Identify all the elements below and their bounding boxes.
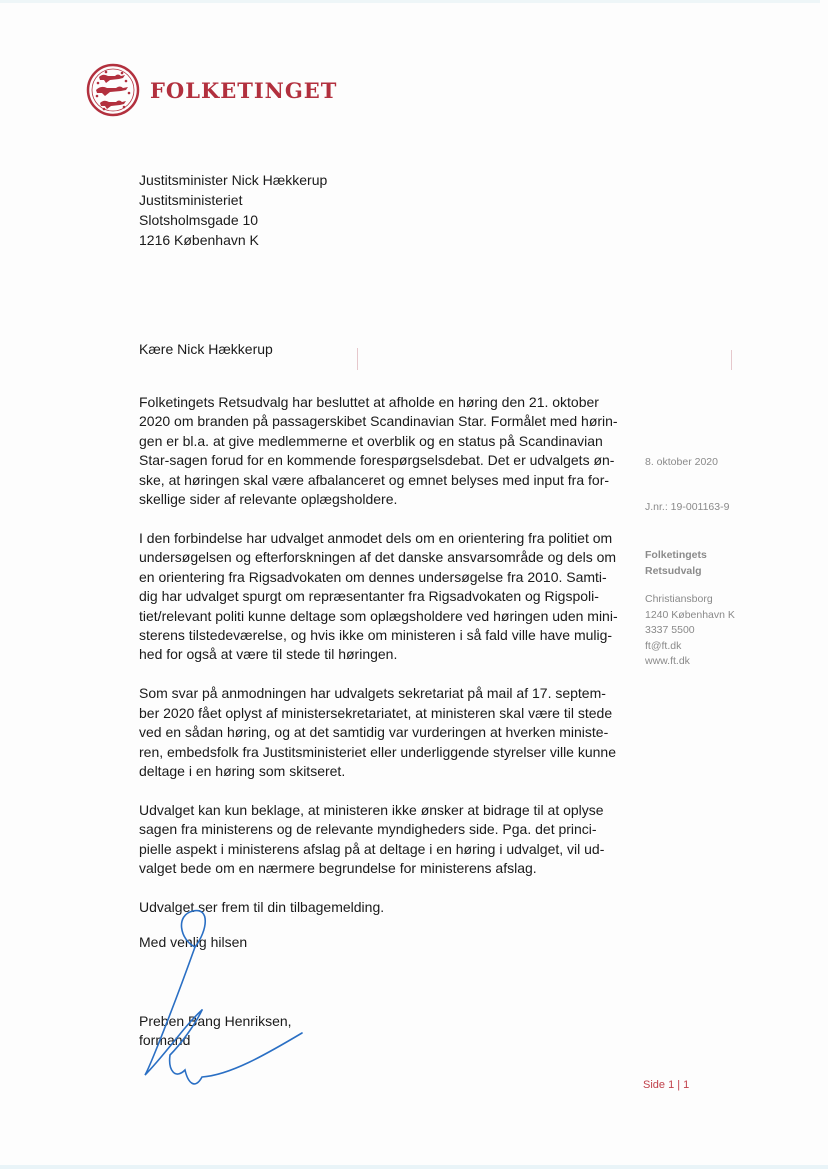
danish-lions-seal-icon	[86, 63, 140, 117]
recipient-line: Justitsministeriet	[139, 192, 243, 208]
sender-address	[645, 592, 735, 670]
text-line: ber 2020 fået oplyst af ministersekretariatet, at ministeren skal være til stede	[139, 704, 613, 721]
text-line: en orientering fra Rigsadvokaten om dennes undersøgelse fra 2010. Samti-	[139, 568, 607, 585]
text-line: Som svar på anmodningen har udvalgets sekretariat på mail af 17. septem-	[139, 685, 606, 702]
committee-name	[645, 548, 707, 579]
website: www.ft.dk	[645, 655, 690, 667]
salutation: Kære Nick Hækkerup	[139, 341, 273, 357]
paragraph	[139, 529, 618, 665]
journal-number: J.nr.: 19-001163-9	[645, 501, 730, 513]
address-line: 1240 København K	[645, 608, 735, 621]
recipient-line: 1216 København K	[139, 232, 259, 248]
closing: Med venlig hilsen	[139, 934, 248, 950]
phone-number: 3337 5500	[645, 624, 695, 636]
paragraph	[139, 684, 616, 781]
address-line: Christiansborg	[645, 593, 713, 605]
text-line: ved en sådan høring, og at det samtidig var vurderingen at hverken ministe-	[139, 724, 609, 741]
signer-name: Preben Bang Henriksen,	[139, 1013, 292, 1029]
text-line: Udvalget ser frem til din tilbagemelding.	[139, 898, 385, 915]
fold-mark	[731, 350, 732, 370]
text-line: undersøgelsen og efterforskningen af det danske ansvarsområde og dels om	[139, 549, 617, 566]
letter-date: 8. oktober 2020	[645, 456, 718, 468]
text-line: ske, at høringen skal være afbalanceret og emnet belyses med input fra for-	[139, 471, 610, 488]
recipient-line: Justitsminister Nick Hækkerup	[139, 172, 328, 188]
letterhead-logo	[86, 63, 337, 117]
scan-edge-bottom	[0, 1165, 828, 1169]
recipient-line: Slotsholmsgade 10	[139, 212, 259, 228]
text-line: Star-sagen forud for en kommende forespørgselsdebat. Det er udvalgets øn-	[139, 452, 615, 469]
committee-line: Folketingets	[645, 549, 707, 561]
text-line: Udvalget kan kun beklage, at ministeren ikke ønsker at bidrage til at oplyse	[139, 801, 604, 818]
page-number: Side 1 | 1	[643, 1079, 690, 1091]
committee-line: Retsudvalg	[645, 564, 702, 577]
handwritten-signature	[140, 905, 310, 1095]
text-line: deltage i en høring som skitseret.	[139, 762, 346, 779]
text-line: Folketingets Retsudvalg har besluttet at afholde en høring den 21. oktober	[139, 394, 599, 410]
text-line: sagen fra ministerens og de relevante myndigheders side. Pga. det princi-	[139, 821, 597, 838]
text-line: pielle aspekt i ministerens afslag på at deltage i en høring i udvalget, vil ud-	[139, 840, 605, 857]
fold-mark	[357, 348, 358, 370]
email-address: ft@ft.dk	[645, 639, 682, 652]
text-line: tiet/relevant politi kunne deltage som oplægsholdere ved høringen uden mini-	[139, 607, 618, 624]
letter-body	[139, 393, 618, 937]
text-line: hed for også at være til stede til høringen.	[139, 646, 398, 663]
recipient-address	[139, 170, 327, 250]
text-line: 2020 om branden på passagerskibet Scandinavian Star. Formålet med hørin-	[139, 413, 618, 430]
scan-edge-top	[0, 0, 820, 3]
text-line: I den forbindelse har udvalget anmodet dels om en orientering fra politiet om	[139, 529, 613, 546]
signer-title: formand	[139, 1032, 191, 1048]
text-line: gen er bl.a. at give medlemmerne et overblik og en status på Scandinavian	[139, 432, 603, 449]
text-line: dig har udvalget spurgt om repræsentanter fra Rigsadvokaten og Rigspoli-	[139, 588, 599, 605]
text-line: valget bede om en nærmere begrundelse for ministerens afslag.	[139, 860, 537, 877]
organization-name: FOLKETINGET	[150, 77, 338, 103]
paragraph	[139, 801, 609, 879]
text-line: ren, embedsfolk fra Justitsministeriet eller underliggende styrelser ville kunne	[139, 743, 616, 760]
text-line: sterens tilstedeværelse, og hvis ikke om ministeren i så fald ville have mulig-	[139, 626, 613, 643]
text-line: skellige sider af relevante oplægsholdere.	[139, 491, 398, 508]
paragraph	[139, 393, 618, 509]
